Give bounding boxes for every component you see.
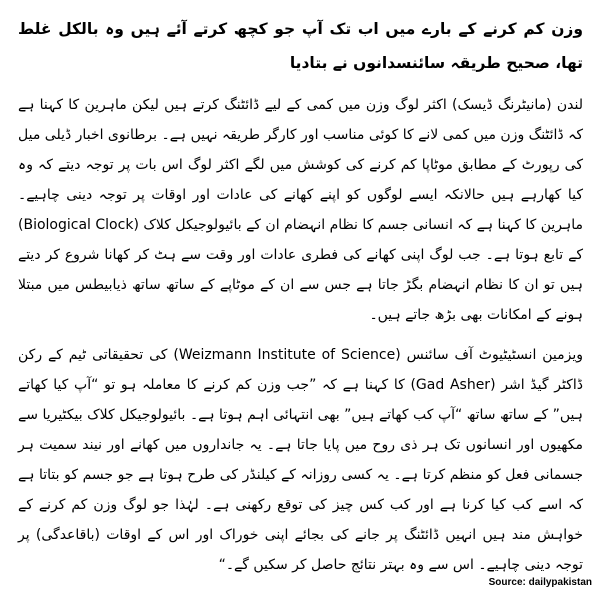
article-paragraph-1: لندن (مانیٹرنگ ڈیسک) اکثر لوگ وزن میں کمی کے لیے ڈائٹنگ کرتے ہیں لیکن ماہرین کا کہنا ہے کہ ڈائٹنگ وزن میں کمی لانے کا کوئی مناسب اور کارگر طریقہ نہیں ہے۔ برطانوی اخبار ڈیلی میل کی رپورٹ کے مطابق موٹاپا کم کرنے کی کوشش میں لگے اکثر لوگ اس بات پر توجہ دیتے کہ وہ کیا کھارہے ہیں حالانکہ ایسے لوگوں کو اپنے کھانے کی عادات اور اوقات پر توجہ دینی چاہیے۔ ماہرین کا کہنا ہے کہ انسانی جسم کا نظام انہضام ان کے بائیولوجیکل کلاک (Biological Clock) کے تابع ہوتا ہے۔ جب لوگ اپنی کھانے کی فطری عادات اور وقت سے ہٹ کر کھانا شروع کر دیتے ہیں تو ان کا نظام انہضام بگڑ جاتا ہے جس سے ان کے موٹاپے کے ساتھ ساتھ ذیابیطس میں مبتلا ہونے کے امکانات بھی بڑھ جاتے ہیں۔ [18, 97, 583, 323]
article [18, 12, 583, 590]
source-credit: Source: dailypakistan [488, 577, 592, 588]
article-headline: وزن کم کرنے کے بارے میں اب تک آپ جو کچھ کرتے آئے ہیں وہ بالکل غلط تھا، صحیح طریقہ سائنسدانوں نے بتادیا [18, 20, 583, 72]
article-paragraph-2: ویزمین انسٹیٹیوٹ آف سائنس (Weizmann Institute of Science) کی تحقیقاتی ٹیم کے رکن ڈاکٹر گیڈ اشر (Gad Asher) کا کہنا ہے کہ ”جب وزن کم کرنے کا معاملہ ہو تو “آپ کیا کھاتے ہیں” کے ساتھ ساتھ “آپ کب کھاتے ہیں” بھی انتہائی اہم ہوتا ہے۔ بائیولوجیکل کلاک بیکٹیریا سے مکھیوں اور انسانوں تک ہر ذی روح میں پایا جاتا ہے۔ یہ جانداروں میں کھانے اور نیند سمیت ہر جسمانی فعل کو منظم کرتا ہے۔ یہ کسی روزانہ کے کیلنڈر کی طرح ہوتا ہے جو جسم کو بتاتا ہے کہ اسے کب کیا کرنا ہے اور کب کس چیز کی توقع رکھنی ہے۔ لہٰذا جو لوگ وزن کم کرنے کے خواہش مند ہیں انہیں ڈائٹنگ پر جانے کی بجائے اپنی خوراک اور اس کے اوقات (باقاعدگی) پر توجہ دینی چاہیے۔ اس سے وہ بہتر نتائج حاصل کر سکیں گے۔“ [18, 347, 584, 573]
